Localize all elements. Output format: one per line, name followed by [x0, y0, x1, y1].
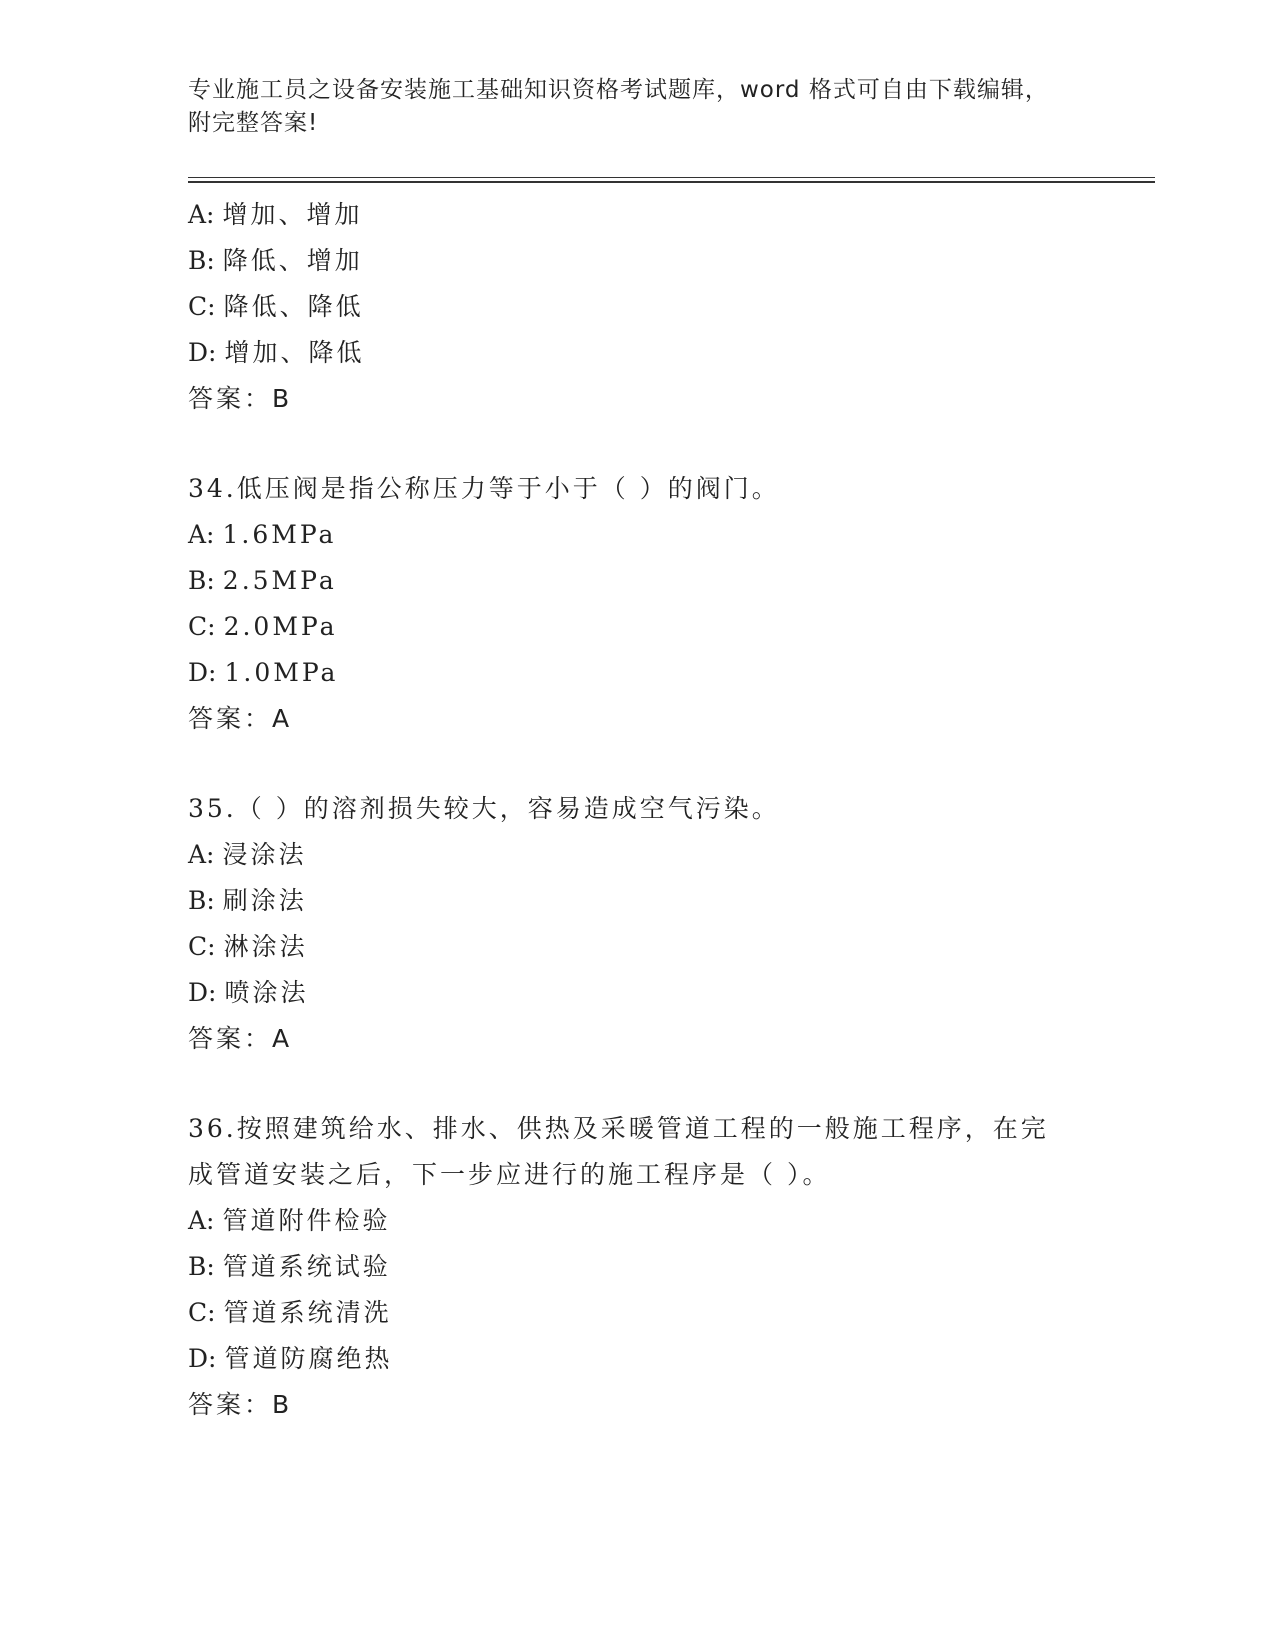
option-letter: B:	[188, 246, 215, 275]
answer-line: 答案：B	[188, 1390, 293, 1419]
option-letter: A:	[188, 1206, 215, 1235]
option-a	[188, 512, 1088, 558]
option-d	[188, 1336, 1088, 1382]
header-line-2: 附完整答案!	[188, 110, 319, 136]
header-divider-thin	[188, 177, 1155, 178]
option-text: 浸涂法	[222, 840, 307, 869]
option-letter: B:	[188, 566, 215, 595]
option-a	[188, 192, 1088, 238]
question-text: 35.（ ）的溶剂损失较大，容易造成空气污染。	[188, 794, 780, 823]
document-header	[188, 74, 1088, 140]
option-b	[188, 878, 1088, 924]
option-d	[188, 650, 1088, 696]
option-c	[188, 284, 1088, 330]
option-d	[188, 970, 1088, 1016]
question-block-33	[188, 192, 1088, 422]
option-text: 刷涂法	[222, 886, 307, 915]
option-text: 增加、降低	[224, 338, 365, 367]
option-letter: D:	[188, 338, 217, 367]
option-text: 2.0MPa	[223, 612, 338, 641]
option-a	[188, 832, 1088, 878]
question-block-36	[188, 1106, 1088, 1428]
option-text: 喷涂法	[224, 978, 309, 1007]
option-b	[188, 1244, 1088, 1290]
option-letter: C:	[188, 292, 216, 321]
option-letter: A:	[188, 520, 215, 549]
option-letter: A:	[188, 200, 215, 229]
option-text: 降低、降低	[223, 292, 364, 321]
option-letter: C:	[188, 1298, 216, 1327]
option-text: 管道附件检验	[222, 1206, 391, 1235]
question-text: 36.按照建筑给水、排水、供热及采暖管道工程的一般施工程序，在完成管道安装之后，下一步应进行的施工程序是（ ）。	[188, 1114, 1049, 1189]
option-letter: B:	[188, 1252, 215, 1281]
option-letter: D:	[188, 658, 217, 687]
header-line-1: 专业施工员之设备安装施工基础知识资格考试题库，word 格式可自由下载编辑，	[188, 77, 1049, 103]
option-c	[188, 1290, 1088, 1336]
header-divider-thick	[188, 181, 1155, 183]
option-text: 1.6MPa	[222, 520, 337, 549]
option-d	[188, 330, 1088, 376]
option-letter: C:	[188, 932, 216, 961]
option-letter: C:	[188, 612, 216, 641]
option-text: 1.0MPa	[224, 658, 339, 687]
question-list	[188, 192, 1088, 1428]
answer-line: 答案：B	[188, 384, 293, 413]
option-letter: B:	[188, 886, 215, 915]
option-letter: D:	[188, 1344, 217, 1373]
option-b	[188, 238, 1088, 284]
question-block-34	[188, 466, 1088, 742]
option-letter: D:	[188, 978, 217, 1007]
option-text: 2.5MPa	[222, 566, 337, 595]
option-text: 管道系统清洗	[223, 1298, 392, 1327]
option-b	[188, 558, 1088, 604]
question-block-35	[188, 786, 1088, 1062]
question-text: 34.低压阀是指公称压力等于小于（ ）的阀门。	[188, 474, 780, 503]
option-text: 增加、增加	[222, 200, 363, 229]
option-text: 管道系统试验	[222, 1252, 391, 1281]
option-c	[188, 924, 1088, 970]
answer-line: 答案：A	[188, 704, 293, 733]
option-text: 降低、增加	[222, 246, 363, 275]
option-text: 淋涂法	[223, 932, 308, 961]
answer-line: 答案：A	[188, 1024, 293, 1053]
option-text: 管道防腐绝热	[224, 1344, 393, 1373]
option-c	[188, 604, 1088, 650]
option-letter: A:	[188, 840, 215, 869]
option-a	[188, 1198, 1088, 1244]
